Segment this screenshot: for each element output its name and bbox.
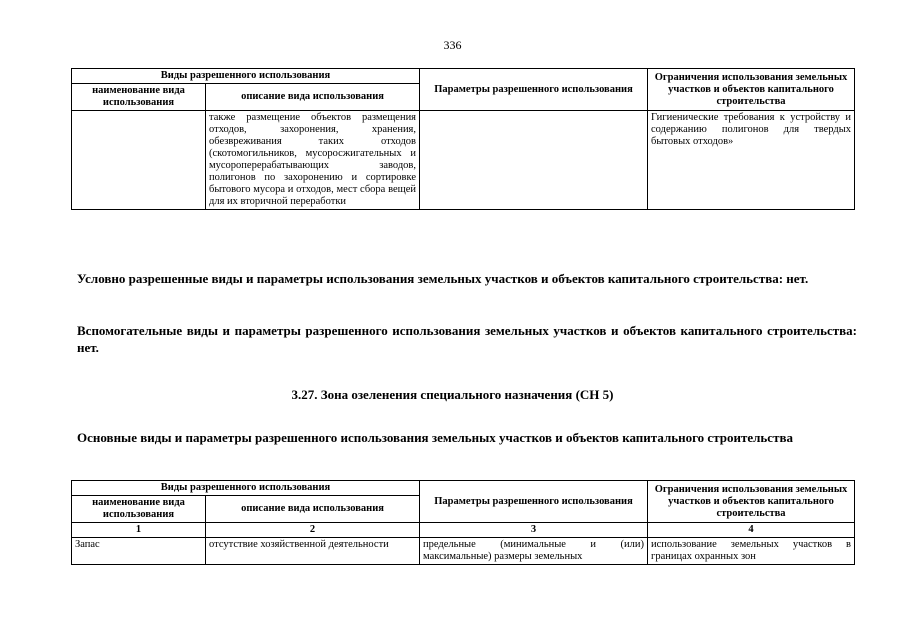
header-usage-name: наименование вида использования (72, 84, 206, 111)
page-number: 336 (443, 38, 462, 52)
column-number-1: 1 (72, 523, 206, 538)
cell-parameters: предельные (минимальные и (или) максимальные) размеры земельных (420, 538, 648, 565)
column-number-4: 4 (648, 523, 855, 538)
header-usage-description: описание вида использования (206, 84, 420, 111)
header-usage-types: Виды разрешенного использования (72, 481, 420, 496)
header-parameters: Параметры разрешенного использования (420, 69, 648, 111)
header-usage-types: Виды разрешенного использования (72, 69, 420, 84)
section-heading: 3.27. Зона озеленения специального назначения (СН 5) (291, 387, 614, 402)
header-restrictions: Ограничения использования земельных участков и объектов капитального строительства (648, 69, 855, 111)
table-row (72, 111, 855, 210)
cell-parameters (420, 111, 648, 210)
table-header-row (72, 69, 855, 84)
column-number-row (72, 523, 855, 538)
header-restrictions: Ограничения использования земельных участков и объектов капитального строительства (648, 481, 855, 523)
main-uses-paragraph: Основные виды и параметры разрешенного использования земельных участков и объектов капитального строительства (77, 430, 793, 445)
cell-usage-name: Запас (72, 538, 206, 565)
column-number-3: 3 (420, 523, 648, 538)
table-header-row (72, 481, 855, 496)
header-usage-name: наименование вида использования (72, 496, 206, 523)
cell-usage-description: отсутствие хозяйственной деятельности (206, 538, 420, 565)
conditional-uses-paragraph: Условно разрешенные виды и параметры использования земельных участков и объектов капитального строительства: нет. (77, 271, 809, 286)
column-number-2: 2 (206, 523, 420, 538)
cell-restrictions: Гигиенические требования к устройству и содержанию полигонов для твердых бытовых отходов» (648, 111, 855, 210)
land-use-table-continued (71, 68, 855, 210)
table-row (72, 538, 855, 565)
auxiliary-uses-paragraph: Вспомогательные виды и параметры разрешенного использования земельных участков и объектов капитального строительства: нет. (77, 323, 857, 355)
cell-restrictions: использование земельных участков в границах охранных зон (648, 538, 855, 565)
cell-usage-name (72, 111, 206, 210)
cell-usage-description: также размещение объектов размещения отходов, захоронения, хранения, обезвреживания таких отходов (скотомогильников, мусоросжигательных и мусороперерабатывающих заводов, полигонов по захоронению и сортировке бытового мусора и отходов, мест сбора вещей для их вторичной переработки (206, 111, 420, 210)
header-parameters: Параметры разрешенного использования (420, 481, 648, 523)
header-usage-description: описание вида использования (206, 496, 420, 523)
land-use-table-sn5 (71, 480, 855, 565)
